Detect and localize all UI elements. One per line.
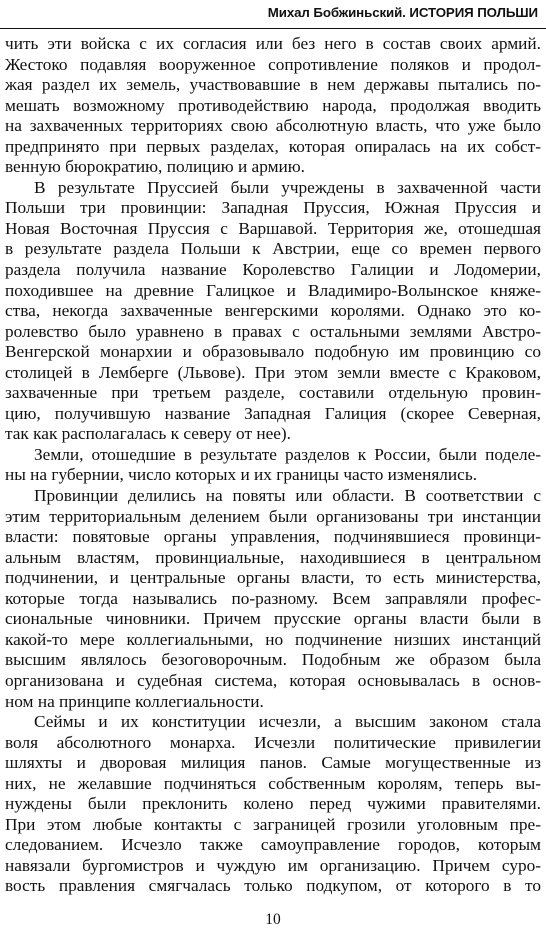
paragraph xyxy=(5,178,541,445)
text-line: подчинении, и центральные органы власти, то есть министерства, xyxy=(5,568,541,588)
text-line: нуждены были преклонить колено перед чужими правителями. xyxy=(5,794,541,814)
running-head xyxy=(0,0,546,31)
text-line: В результате Пруссией были учреждены в захваченной части xyxy=(34,177,541,197)
text-line: раздела получила название Королевство Галиции и Лодомерии, xyxy=(5,260,541,280)
paragraph xyxy=(5,445,541,486)
text-line: столицей в Лемберге (Львове). При этом земли вместе с Краковом, xyxy=(5,362,541,382)
text-line: мешать возможному противодействию народа, продолжая вводить xyxy=(5,95,541,115)
text-line: Провинции делились на повяты или области. В соответствии с xyxy=(34,486,541,506)
text-line: жая раздел их земель, участвовавшие в нем державы пытались по- xyxy=(5,75,541,95)
paragraph xyxy=(5,486,541,712)
text-line: походившее на древние Галицкое и Владимиро-Волынское княже- xyxy=(5,280,541,300)
text-line: Новая Восточная Пруссия с Варшавой. Территория же, отошедшая xyxy=(5,218,541,238)
text-line: Польши три провинции: Западная Пруссия, Южная Пруссия и xyxy=(5,198,541,218)
text-line: следованием. Исчезло также самоуправление городов, которым xyxy=(5,835,541,855)
text-line: Жестоко подавляя вооруженное сопротивление поляков и продол- xyxy=(5,54,541,74)
text-line: Сеймы и их конституции исчезли, а высшим законом стала xyxy=(34,712,541,732)
body-text xyxy=(5,34,541,897)
text-line: венную бюрократию, полицию и армию. xyxy=(5,157,305,177)
text-line: предпринято при первых разделах, которая опиралась на их собст- xyxy=(5,136,541,156)
text-line: Венгерской монархии и образовывало подобную им провинцию со xyxy=(5,342,541,362)
text-line: власти: повятовые органы управления, подчинявшиеся провинци- xyxy=(5,527,541,547)
paragraph xyxy=(5,34,541,178)
text-line: захваченные при третьем разделе, составили отдельную провин- xyxy=(5,383,541,403)
text-line: цию, получившую название Западная Галиция (скорее Северная, xyxy=(5,403,541,423)
text-line: высшим являлось безоговорочным. Подобным же образом была xyxy=(5,650,541,670)
text-line: ном на принципе коллегиальности. xyxy=(5,691,264,711)
text-line: на захваченных территориях свою абсолютную власть, что уже было xyxy=(5,116,541,136)
text-line: вость правления смягчалась только подкупом, от которого в то xyxy=(5,876,541,896)
text-line: чить эти войска с их согласия или без него в состав своих армий. xyxy=(5,34,541,53)
text-line: какой-то мере коллегиальными, но подчинение низших инстанций xyxy=(5,629,541,649)
text-line: этим территориальным делением были организованы три инстанции xyxy=(5,506,541,526)
text-line: При этом любые контакты с заграницей грозили уголовным пре- xyxy=(5,814,541,834)
header-rule xyxy=(0,28,546,29)
text-line: ны на губернии, число которых и их границы часто изменялись. xyxy=(5,465,478,485)
text-line: в результате раздела Польши к Австрии, еще со времен первого xyxy=(5,239,541,259)
text-line: них, не желавшие подчиняться собственным королям, теперь вы- xyxy=(5,773,541,793)
text-line: шляхты и дворовая милиция панов. Самые могущественные из xyxy=(5,753,541,773)
text-line: ства, некогда захваченные венгерскими королями. Однако это ко- xyxy=(5,301,541,321)
text-line: навязали бургомистров и чуждую им организацию. Причем суро- xyxy=(5,855,541,875)
text-line: ролевство было уравнено в правах с остальными землями Австро- xyxy=(5,321,541,341)
paragraph xyxy=(5,712,541,897)
text-line: организована и судебная система, которая основывалась в основ- xyxy=(5,670,541,690)
text-line: сиональные чиновники. Причем прусские органы власти были в xyxy=(5,609,541,629)
text-line: воля абсолютного монарха. Исчезли политические привилегии xyxy=(5,732,541,752)
page-number: 10 xyxy=(265,911,281,928)
text-line: которые тогда назывались по-разному. Всем заправляли профес- xyxy=(5,588,541,608)
text-line: так как располагалась к северу от нее). xyxy=(5,424,292,444)
text-line: альным властям, провинциальные, находившиеся в центральном xyxy=(5,547,541,567)
running-head-title: Михал Бобжиньский. ИСТОРИЯ ПОЛЬШИ xyxy=(267,5,538,20)
text-line: Земли, отошедшие в результате разделов к России, были поделе- xyxy=(34,444,541,464)
